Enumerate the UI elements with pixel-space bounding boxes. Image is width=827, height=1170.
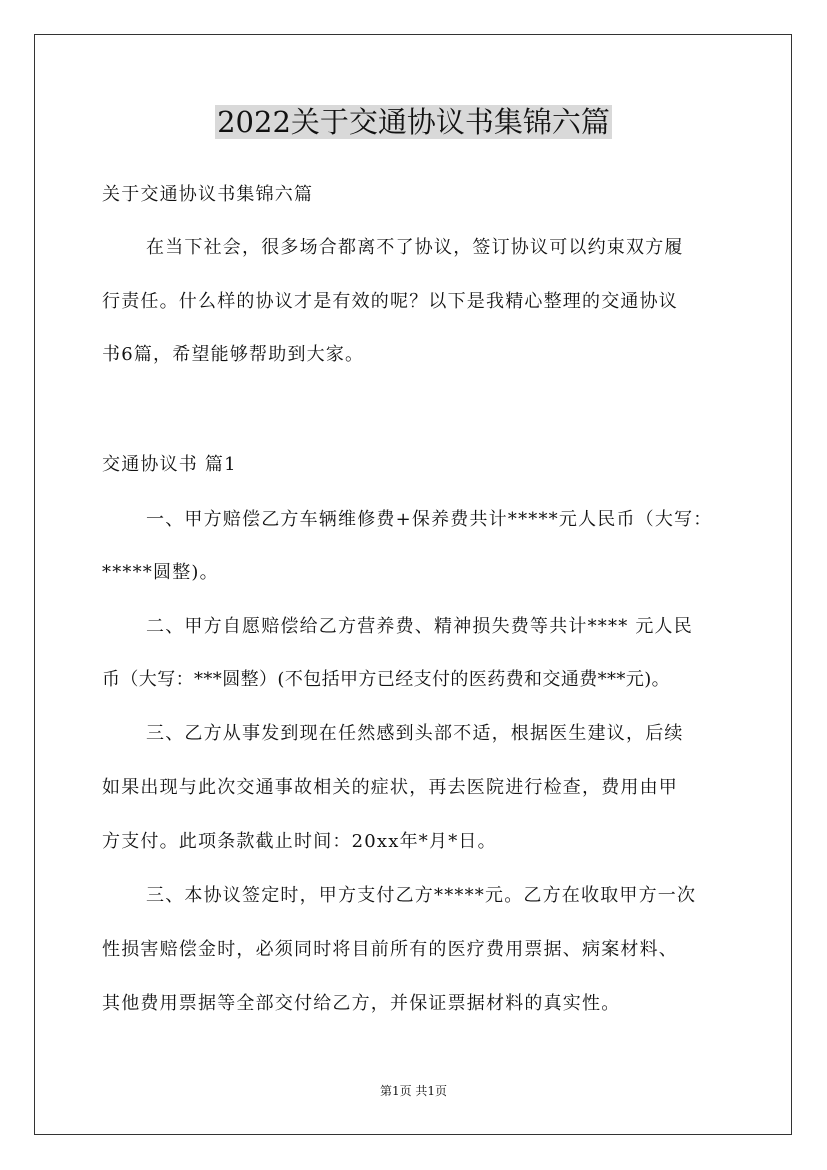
- body-line-5: 三、乙方从事发到现在任然感到头部不适，根据医生建议，后续: [146, 723, 684, 744]
- body-line-4: 币（大写：***圆整）(不包括甲方已经支付的医药费和交通费***元)。: [102, 669, 671, 690]
- document-subtitle: 关于交通协议书集锦六篇: [102, 184, 314, 205]
- body-line-10: 其他费用票据等全部交付给乙方，并保证票据材料的真实性。: [102, 993, 621, 1014]
- body-line-7: 方支付。此项条款截止时间：20xx年*月*日。: [102, 831, 497, 852]
- intro-line-3: 书6篇，希望能够帮助到大家。: [102, 344, 365, 365]
- intro-line-1: 在当下社会，很多场合都离不了协议，签订协议可以约束双方履: [146, 237, 684, 258]
- document-title-text: 2022关于交通协议书集锦六篇: [217, 105, 610, 139]
- document-title: [0, 100, 827, 144]
- body-line-1: 一、甲方赔偿乙方车辆维修费+保养费共计*****元人民币（大写：: [146, 509, 713, 530]
- body-line-3: 二、甲方自愿赔偿给乙方营养费、精神损失费等共计**** 元人民: [146, 616, 693, 637]
- section-heading: 交通协议书 篇1: [102, 454, 237, 475]
- intro-line-2: 行责任。什么样的协议才是有效的呢？以下是我精心整理的交通协议: [102, 291, 678, 312]
- body-line-2: *****圆整)。: [102, 562, 219, 583]
- body-line-9: 性损害赔偿金时，必须同时将目前所有的医疗费用票据、病案材料、: [102, 939, 678, 960]
- page-footer: 第1页 共1页: [379, 1084, 448, 1098]
- body-line-8: 三、本协议签定时，甲方支付乙方*****元。乙方在收取甲方一次: [146, 885, 697, 906]
- body-line-6: 如果出现与此次交通事故相关的症状，再去医院进行检查，费用由甲: [102, 777, 678, 798]
